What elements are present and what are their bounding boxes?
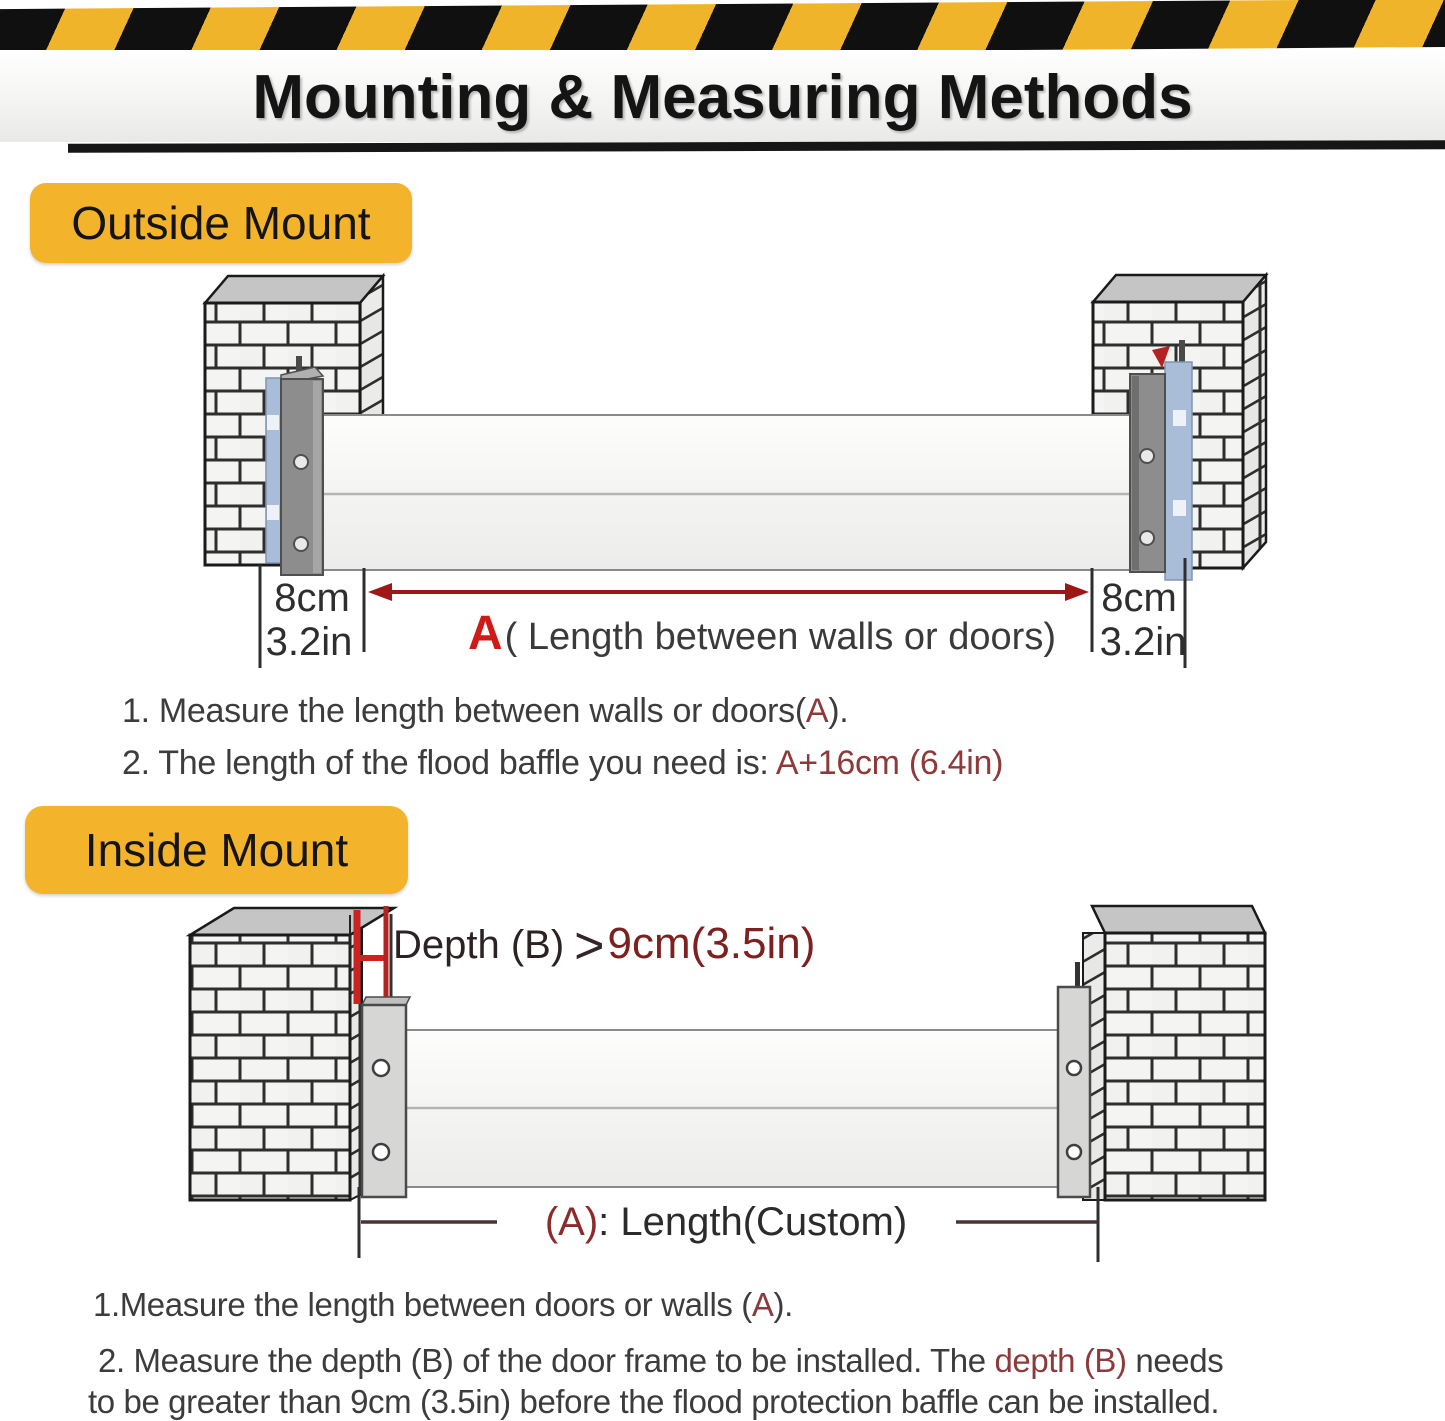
left-offset-cm: 8cm [274,576,350,620]
step-text: ). [828,692,849,730]
inside-step-2-line2: to be greater than 9cm (3.5in) before the flood protection baffle can be installed. [88,1383,1220,1420]
length-annotation [500,1200,952,1245]
step-highlight: A [805,692,829,730]
inside-mount-label-text: Inside Mount [84,824,349,876]
step-text: 1. Measure the length between walls or doors( [122,692,806,730]
left-offset-in: 3.2in [265,620,353,664]
step-text: needs [1126,1342,1224,1379]
right-brick-pillar [1083,906,1265,1200]
span-letter: A [468,607,503,660]
wall-strip [1165,362,1192,580]
anchor-rod [1179,340,1185,364]
flood-barrier [323,415,1130,570]
left-mounting-channel [362,997,410,1197]
step-highlight: depth (B) [994,1342,1127,1379]
outside-step-1 [122,692,848,731]
length-letter: (A) [544,1200,599,1244]
screw-hole [294,455,308,469]
length-caption: : Length(Custom) [598,1200,908,1244]
wall-strip [266,378,281,563]
right-offset-cm: 8cm [1101,576,1177,620]
outside-step-2 [122,744,1003,783]
outside-mount-label-text: Outside Mount [71,197,371,249]
greater-than-sign: > [574,917,605,975]
span-caption [468,606,1056,661]
right-mounting-channel [1130,340,1192,580]
span-caption-text: ( Length between walls or doors) [504,616,1056,658]
step-highlight: A+16cm (6.4in) [775,744,1004,782]
screw-hole [1067,1145,1081,1159]
screw-hole [294,537,308,551]
screw-hole [373,1144,389,1160]
inside-step-1 [93,1286,793,1324]
flood-barrier [406,1030,1058,1187]
right-mounting-channel [1058,962,1090,1197]
left-mounting-channel [266,356,323,575]
depth-annotation [393,916,815,976]
step-text: ). [773,1286,793,1323]
depth-label: Depth (B) [393,923,565,967]
screw-hole [373,1060,389,1076]
right-offset-in: 3.2in [1099,620,1187,664]
step-text: 2. Measure the depth (B) of the door frame to be installed. The [98,1342,995,1379]
step-text: 1.Measure the length between doors or walls ( [93,1286,752,1323]
step-highlight: A [751,1286,774,1323]
inside-step-2 [98,1342,1223,1380]
page-title: Mounting & Measuring Methods [252,63,1193,132]
screw-hole [1140,531,1154,545]
screw-hole [1140,449,1154,463]
anchor-rod [1075,962,1080,987]
depth-value: 9cm(3.5in) [607,919,816,968]
step-text: 2. The length of the flood baffle you need is: [122,744,776,782]
screw-hole [1067,1061,1081,1075]
